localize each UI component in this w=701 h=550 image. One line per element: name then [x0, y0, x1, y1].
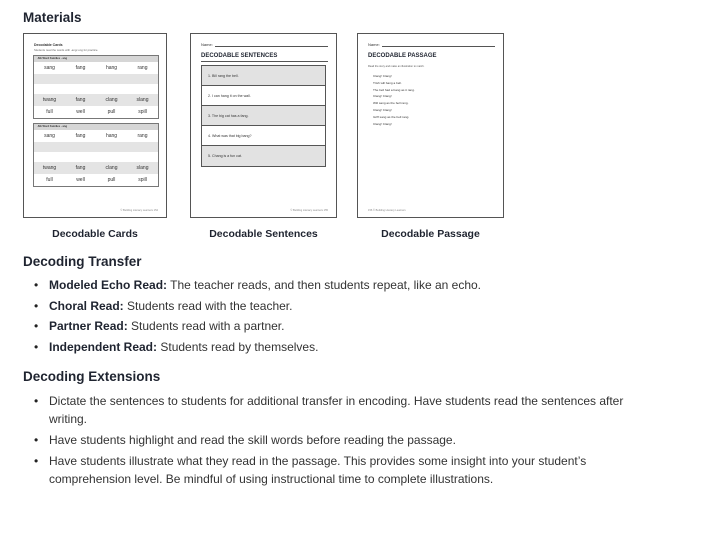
- decoding-extensions-heading: Decoding Extensions: [23, 369, 161, 384]
- card-word: fang: [75, 133, 86, 139]
- cards-grid-label: -NG Word Families - ang: [34, 124, 158, 130]
- decodable-sentences-caption: Decodable Sentences: [209, 228, 318, 240]
- passage-thumb-title: DECODABLE PASSAGE: [368, 53, 437, 59]
- card-word: fang: [75, 97, 86, 103]
- sentence-item: 5. Chang is a fun cat.: [202, 146, 325, 166]
- transfer-term: Independent Read:: [49, 339, 158, 354]
- decoding-extensions-list: [34, 392, 626, 488]
- cards-grid-label: -NG Word Families - ang: [34, 56, 158, 62]
- sentence-item: 2. I can hang it on the wall.: [202, 86, 325, 106]
- card-word: rang: [137, 65, 148, 71]
- cards-thumb-footer: © Building Literacy Learners 154: [120, 209, 158, 212]
- card-word: sang: [44, 133, 55, 139]
- passage-line: Clang! Clang!: [373, 94, 392, 99]
- passage-text: [373, 73, 415, 127]
- card-word: twang: [42, 165, 57, 171]
- cards-row: [34, 174, 158, 186]
- transfer-item: [34, 319, 674, 340]
- passage-line: Griff sang as the bell rang.: [373, 114, 410, 119]
- passage-name-line: [368, 42, 495, 47]
- passage-thumb-footer: 156 © Building Literacy Learners: [368, 209, 406, 212]
- decodable-passage-thumbnail[interactable]: [357, 33, 504, 218]
- card-word: sang: [44, 65, 55, 71]
- sentences-name-line: [201, 42, 328, 47]
- passage-line: Will sang as the bell rang.: [373, 101, 409, 106]
- materials-heading: Materials: [23, 10, 82, 25]
- transfer-item: [34, 340, 674, 361]
- card-word: pull: [107, 177, 116, 183]
- card-word: spill: [138, 177, 147, 183]
- cards-thumb-subtitle: Students read the words with ‑ang/‑ong for practice.: [34, 48, 99, 52]
- card-word: clang: [105, 97, 118, 103]
- sentence-item: 3. The big cat has a fang.: [202, 106, 325, 126]
- extension-item: • Have students illustrate what they read in the passage. This provides some insight into your student’s comprehension level. Be mindful of using instructional time to complete illustrations.: [34, 452, 626, 488]
- passage-line: Clang! Clang!: [373, 107, 392, 112]
- name-label: Name:: [368, 42, 380, 47]
- card-word: spill: [138, 109, 147, 115]
- passage-line: The bell had a bang as it rang.: [373, 87, 415, 92]
- cards-grid-2: [33, 123, 159, 187]
- passage-line: Trish will bang a bell.: [373, 80, 402, 85]
- sentence-item: 4. What was that big bang?: [202, 126, 325, 146]
- transfer-item: [34, 299, 674, 320]
- transfer-text: Students read with the teacher.: [123, 298, 293, 313]
- passage-line: Clang! Clang!: [373, 121, 392, 126]
- sentences-thumb-title: DECODABLE SENTENCES: [201, 53, 278, 59]
- transfer-term: Partner Read:: [49, 319, 128, 333]
- transfer-text: Students read by themselves.: [157, 339, 319, 354]
- cards-grid-1: [33, 55, 159, 119]
- sentences-thumb-footer: © Building Literacy Learners 155: [290, 209, 328, 212]
- transfer-term: Modeled Echo Read:: [49, 278, 168, 292]
- card-word: hang: [105, 133, 118, 139]
- card-word: pull: [107, 109, 116, 115]
- cards-row: [34, 94, 158, 106]
- passage-instructions: Read the story and make an illustration to match.: [368, 65, 425, 68]
- name-label: Name:: [201, 42, 213, 47]
- passage-line: Clang! Clang!: [373, 74, 392, 78]
- cards-row: [34, 130, 158, 142]
- card-word: twang: [42, 97, 57, 103]
- sentence-item: 1. Bill rang the bell.: [202, 66, 325, 86]
- decodable-sentences-thumbnail[interactable]: [190, 33, 337, 218]
- cards-row-blank: [34, 84, 158, 94]
- sentences-list: [201, 65, 326, 167]
- card-word: well: [76, 109, 85, 115]
- decodable-passage-caption: Decodable Passage: [381, 228, 480, 240]
- decoding-transfer-heading: Decoding Transfer: [23, 254, 142, 269]
- card-word: fang: [75, 165, 86, 171]
- divider: [201, 61, 328, 62]
- cards-row: [34, 162, 158, 174]
- card-word: full: [46, 109, 53, 115]
- cards-row-blank: [34, 142, 158, 152]
- card-word: full: [46, 177, 53, 183]
- card-word: rang: [137, 133, 148, 139]
- card-word: hang: [105, 65, 118, 71]
- card-word: well: [76, 177, 85, 183]
- card-word: slang: [136, 165, 149, 171]
- cards-row-blank: [34, 152, 158, 162]
- cards-thumb-title: Decodable Cards: [34, 43, 63, 47]
- card-word: slang: [136, 97, 149, 103]
- extension-item: • Dictate the sentences to students for additional transfer in encoding. Have students read the sentences after writing.: [34, 392, 626, 428]
- cards-row-blank: [34, 74, 158, 84]
- decoding-transfer-list: [34, 278, 674, 360]
- card-word: fang: [75, 65, 86, 71]
- decodable-cards-thumbnail[interactable]: [23, 33, 167, 218]
- transfer-text: Students read with a partner.: [127, 319, 285, 333]
- decodable-cards-caption: Decodable Cards: [52, 228, 138, 240]
- transfer-item: [34, 278, 674, 299]
- cards-row: [34, 106, 158, 118]
- transfer-text: The teacher reads, and then students repeat, like an echo.: [167, 278, 482, 292]
- transfer-term: Choral Read:: [49, 298, 124, 313]
- cards-row: [34, 62, 158, 74]
- card-word: clang: [105, 165, 118, 171]
- extension-item: • Have students highlight and read the skill words before reading the passage.: [34, 431, 626, 449]
